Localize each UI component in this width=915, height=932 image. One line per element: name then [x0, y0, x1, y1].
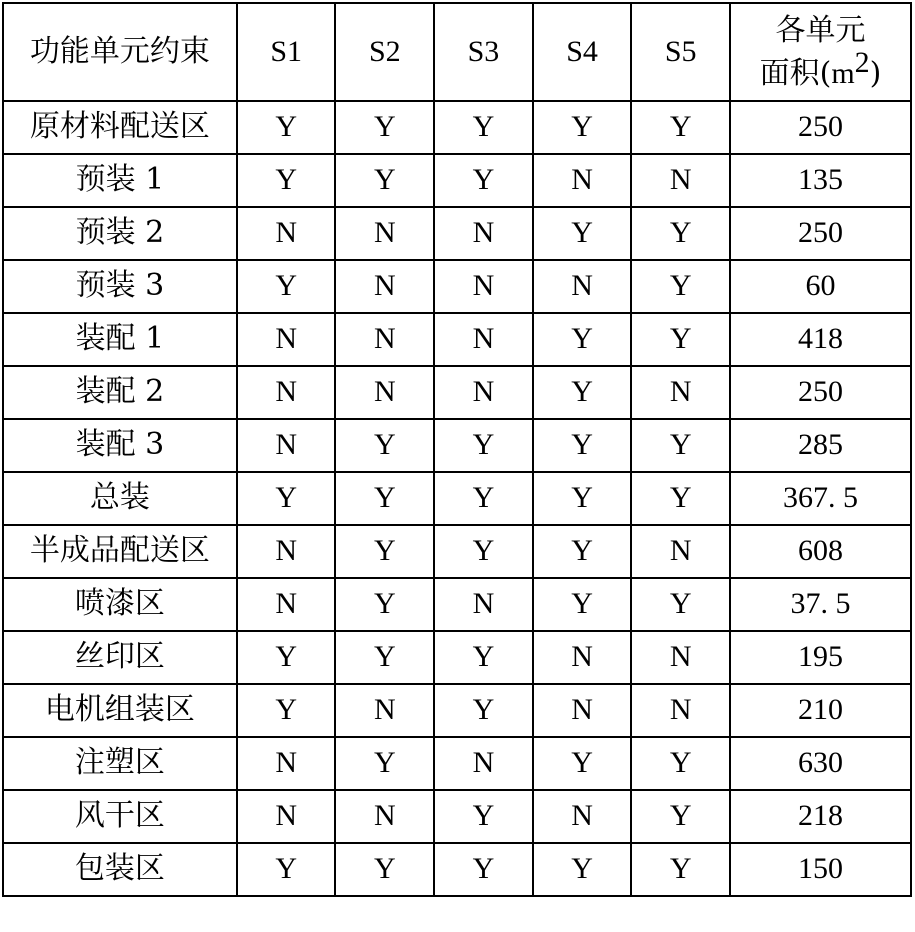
- row-name-cell: 预装 1: [3, 154, 237, 207]
- site-flag-cell: N: [533, 154, 632, 207]
- site-flag-cell: Y: [533, 578, 632, 631]
- table-row: [3, 207, 911, 260]
- constraint-table: [2, 2, 912, 897]
- header-row: [3, 3, 911, 101]
- site-flag-cell: N: [533, 260, 632, 313]
- row-name-cell: 丝印区: [3, 631, 237, 684]
- header-site-col: S1: [237, 3, 336, 101]
- table-body: [3, 101, 911, 896]
- site-flag-cell: N: [533, 790, 632, 843]
- area-cell: 218: [730, 790, 911, 843]
- area-cell: 210: [730, 684, 911, 737]
- site-flag-cell: Y: [434, 790, 533, 843]
- site-flag-cell: N: [237, 207, 336, 260]
- site-flag-cell: Y: [237, 101, 336, 154]
- row-name-cell: 注塑区: [3, 737, 237, 790]
- table-row: [3, 472, 911, 525]
- site-flag-cell: N: [631, 631, 730, 684]
- row-name-cell: 装配 1: [3, 313, 237, 366]
- site-flag-cell: Y: [533, 419, 632, 472]
- header-area-line2: [731, 46, 910, 96]
- header-site-col: S3: [434, 3, 533, 101]
- row-name-cell: 装配 2: [3, 366, 237, 419]
- site-flag-cell: N: [335, 366, 434, 419]
- header-area-unit: m: [831, 57, 855, 90]
- header-area-suffix: ): [869, 56, 882, 91]
- site-flag-cell: N: [631, 525, 730, 578]
- site-flag-cell: Y: [631, 260, 730, 313]
- table-row: [3, 737, 911, 790]
- site-flag-cell: Y: [631, 207, 730, 260]
- row-name-cell: 喷漆区: [3, 578, 237, 631]
- row-name-cell: 原材料配送区: [3, 101, 237, 154]
- site-flag-cell: N: [335, 313, 434, 366]
- site-flag-cell: Y: [631, 472, 730, 525]
- header-name-col: 功能单元约束: [3, 3, 237, 101]
- site-flag-cell: N: [237, 366, 336, 419]
- site-flag-cell: N: [335, 790, 434, 843]
- site-flag-cell: Y: [533, 737, 632, 790]
- site-flag-cell: N: [237, 525, 336, 578]
- site-flag-cell: Y: [434, 419, 533, 472]
- site-flag-cell: Y: [237, 472, 336, 525]
- site-flag-cell: Y: [631, 790, 730, 843]
- table-row: [3, 366, 911, 419]
- site-flag-cell: Y: [335, 101, 434, 154]
- area-cell: 135: [730, 154, 911, 207]
- area-cell: 150: [730, 843, 911, 896]
- table-row: [3, 790, 911, 843]
- site-flag-cell: N: [434, 313, 533, 366]
- site-flag-cell: N: [533, 631, 632, 684]
- site-flag-cell: Y: [533, 366, 632, 419]
- site-flag-cell: N: [434, 207, 533, 260]
- row-name-cell: 包装区: [3, 843, 237, 896]
- row-name-cell: 半成品配送区: [3, 525, 237, 578]
- site-flag-cell: Y: [533, 525, 632, 578]
- table-row: [3, 578, 911, 631]
- site-flag-cell: Y: [533, 313, 632, 366]
- table-row: [3, 684, 911, 737]
- site-flag-cell: N: [631, 684, 730, 737]
- header-area-line1: 各单元: [775, 12, 866, 48]
- area-cell: 285: [730, 419, 911, 472]
- area-cell: 250: [730, 101, 911, 154]
- table-row: [3, 313, 911, 366]
- site-flag-cell: Y: [631, 843, 730, 896]
- row-name-cell: 预装 3: [3, 260, 237, 313]
- table-row: [3, 101, 911, 154]
- header-area-prefix: 面积(: [759, 56, 832, 91]
- row-name-cell: 总装: [3, 472, 237, 525]
- site-flag-cell: N: [434, 366, 533, 419]
- area-cell: 630: [730, 737, 911, 790]
- site-flag-cell: N: [631, 154, 730, 207]
- header-site-col: S2: [335, 3, 434, 101]
- site-flag-cell: Y: [335, 419, 434, 472]
- site-flag-cell: Y: [335, 472, 434, 525]
- site-flag-cell: Y: [237, 843, 336, 896]
- area-cell: 60: [730, 260, 911, 313]
- site-flag-cell: Y: [434, 154, 533, 207]
- table-row: [3, 419, 911, 472]
- site-flag-cell: Y: [434, 472, 533, 525]
- site-flag-cell: Y: [533, 843, 632, 896]
- site-flag-cell: N: [237, 419, 336, 472]
- area-cell: 367. 5: [730, 472, 911, 525]
- area-cell: 250: [730, 366, 911, 419]
- area-cell: 195: [730, 631, 911, 684]
- header-area-unit-sup: 2: [854, 46, 870, 79]
- table-row: [3, 843, 911, 896]
- site-flag-cell: N: [237, 737, 336, 790]
- site-flag-cell: Y: [237, 154, 336, 207]
- site-flag-cell: N: [434, 578, 533, 631]
- site-flag-cell: Y: [434, 525, 533, 578]
- site-flag-cell: Y: [434, 843, 533, 896]
- site-flag-cell: Y: [533, 101, 632, 154]
- row-name-cell: 风干区: [3, 790, 237, 843]
- site-flag-cell: Y: [335, 525, 434, 578]
- area-cell: 37. 5: [730, 578, 911, 631]
- site-flag-cell: Y: [335, 631, 434, 684]
- row-name-cell: 电机组装区: [3, 684, 237, 737]
- site-flag-cell: Y: [533, 472, 632, 525]
- area-cell: 608: [730, 525, 911, 578]
- site-flag-cell: Y: [335, 843, 434, 896]
- site-flag-cell: N: [237, 578, 336, 631]
- site-flag-cell: N: [335, 260, 434, 313]
- site-flag-cell: Y: [631, 101, 730, 154]
- site-flag-cell: Y: [335, 154, 434, 207]
- site-flag-cell: N: [237, 790, 336, 843]
- site-flag-cell: N: [434, 737, 533, 790]
- site-flag-cell: N: [237, 313, 336, 366]
- site-flag-cell: N: [335, 684, 434, 737]
- table-row: [3, 525, 911, 578]
- site-flag-cell: Y: [434, 684, 533, 737]
- row-name-cell: 预装 2: [3, 207, 237, 260]
- site-flag-cell: Y: [237, 684, 336, 737]
- header-site-col: S5: [631, 3, 730, 101]
- row-name-cell: 装配 3: [3, 419, 237, 472]
- table-row: [3, 154, 911, 207]
- site-flag-cell: Y: [335, 578, 434, 631]
- site-flag-cell: Y: [434, 101, 533, 154]
- site-flag-cell: N: [335, 207, 434, 260]
- area-cell: 250: [730, 207, 911, 260]
- area-cell: 418: [730, 313, 911, 366]
- site-flag-cell: Y: [533, 207, 632, 260]
- site-flag-cell: Y: [631, 419, 730, 472]
- site-flag-cell: Y: [631, 578, 730, 631]
- header-site-col: S4: [533, 3, 632, 101]
- table-row: [3, 260, 911, 313]
- site-flag-cell: Y: [335, 737, 434, 790]
- table-row: [3, 631, 911, 684]
- site-flag-cell: Y: [631, 737, 730, 790]
- site-flag-cell: N: [434, 260, 533, 313]
- header-area-col: [730, 3, 911, 101]
- site-flag-cell: Y: [434, 631, 533, 684]
- site-flag-cell: N: [533, 684, 632, 737]
- site-flag-cell: Y: [237, 260, 336, 313]
- site-flag-cell: Y: [631, 313, 730, 366]
- site-flag-cell: N: [631, 366, 730, 419]
- site-flag-cell: Y: [237, 631, 336, 684]
